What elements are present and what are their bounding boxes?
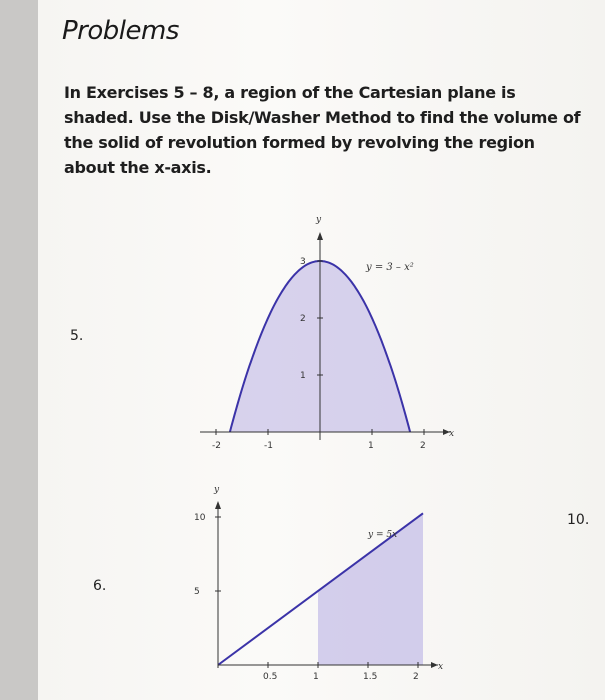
y-tick-label: 3 [300, 257, 306, 267]
y-ticks-6 [194, 513, 221, 597]
graph-exercise-6 [194, 485, 443, 682]
y-axis-arrow-5 [317, 232, 323, 240]
exercise-instructions: In Exercises 5 – 8, a region of the Cartesian plane is shaded. Use the Disk/Washer Method to find the volume of the solid of revolution formed by revolving the region about the x-axis. [64, 83, 581, 177]
exercise-number-6: 6. [93, 578, 107, 594]
x-axis-label-5: x [449, 429, 455, 439]
equation-label-5: y = 3 – x² [366, 262, 414, 273]
exercise-number-10: 10. [567, 512, 590, 528]
graph-exercise-5 [200, 215, 454, 451]
exercise-number-5: 5. [70, 328, 84, 344]
y-axis-arrow-6 [215, 501, 221, 509]
y-tick-label: 1 [300, 371, 306, 381]
equation-label-6: y = 5x [368, 530, 398, 540]
x-axis-label-6: x [438, 662, 444, 672]
y-tick-label: 2 [300, 314, 306, 324]
y-axis-label-6: y [214, 485, 220, 495]
page-heading: Problems [62, 16, 179, 46]
x-tick-label: 2 [413, 672, 419, 682]
y-tick-label: 5 [194, 587, 200, 597]
x-tick-label: 0.5 [263, 672, 278, 682]
x-tick-label: -2 [212, 441, 221, 451]
x-tick-label: 2 [420, 441, 426, 451]
x-tick-label: 1 [368, 441, 374, 451]
y-tick-label: 10 [194, 513, 206, 523]
x-tick-label: 1 [313, 672, 319, 682]
x-tick-label: 1.5 [363, 672, 378, 682]
x-axis-arrow-6 [431, 662, 438, 668]
y-axis-label-5: y [316, 215, 322, 225]
x-tick-label: -1 [264, 441, 273, 451]
